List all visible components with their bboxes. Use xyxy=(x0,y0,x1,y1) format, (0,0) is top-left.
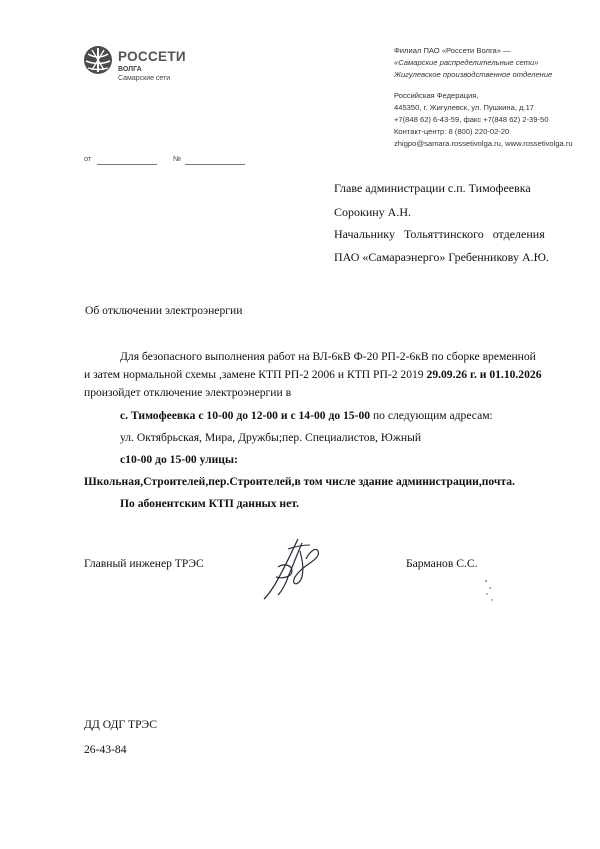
body-line-3: произойдет отключение электроэнергии в xyxy=(84,386,292,399)
ktp-note: По абонентским КТП данных нет. xyxy=(120,497,299,510)
company-contact-center: Контакт-центр: 8 (800) 220-02-20 xyxy=(394,127,510,136)
handwritten-signature xyxy=(258,533,338,603)
village-schedule: с. Тимофеевка с 10-00 до 12-00 и с 14-00 до 15-00 xyxy=(120,409,371,422)
second-time-range: с10-00 до 15-00 улицы: xyxy=(120,453,238,466)
recipient-line-2: Сорокину А.Н. xyxy=(334,205,412,219)
body-line-2-text: и затем нормальной схемы ,замене КТП РП-2 2006 и КТП РП-2 2019 xyxy=(84,368,427,381)
rosseti-emblem-icon xyxy=(82,44,114,76)
village-rest: по следующим адресам: xyxy=(370,409,493,422)
company-email-web: zhigpo@samara.rossetivolga.ru, www.rossetivolga.ru xyxy=(394,139,573,148)
body-line-1: Для безопасного выполнения работ на ВЛ-6кВ Ф-20 РП-2-6кВ по сборке временной xyxy=(120,350,536,363)
company-line-2: «Самарские распределительные сети» xyxy=(394,58,539,67)
body-line-4 xyxy=(120,409,493,422)
company-line-1: Филиал ПАО «Россети Волга» — xyxy=(394,46,511,55)
date-label: от xyxy=(84,154,92,163)
company-phone: +7(848 62) 6-43-59, факс +7(848 62) 2-39-50 xyxy=(394,115,549,124)
logo-region: ВОЛГА xyxy=(118,66,142,73)
letter-subject: Об отключении электроэнергии xyxy=(85,304,243,317)
company-country: Российская Федерация, xyxy=(394,91,479,100)
company-address: 445350, г. Жигулевск, ул. Пушкина, д.17 xyxy=(394,103,535,112)
streets-list-2: Школьная,Строителей,пер.Строителей,в том числе здание администрации,почта. xyxy=(84,475,515,488)
number-blank-line xyxy=(185,164,245,165)
scan-specks xyxy=(482,578,502,608)
recipient-line-1: Главе администрации с.п. Тимофеевка xyxy=(334,181,531,195)
logo-subtitle: Самарские сети xyxy=(118,75,171,82)
streets-list: ул. Октябрьская, Мира, Дружбы;пер. Специалистов, Южный xyxy=(120,431,422,444)
executor-phone: 26-43-84 xyxy=(84,743,127,756)
outage-dates: 29.09.26 г. и 01.10.2026 xyxy=(426,368,542,381)
recipient-line-3: Начальнику Тольяттинского отделения xyxy=(334,227,545,241)
executor-department: ДД ОДГ ТРЭС xyxy=(84,718,157,731)
signatory-name: Барманов С.С. xyxy=(406,557,478,570)
date-blank-line xyxy=(97,164,157,165)
signatory-title: Главный инженер ТРЭС xyxy=(84,557,204,570)
body-line-2 xyxy=(84,368,542,381)
company-requisites xyxy=(394,45,594,150)
recipient-line-4: ПАО «Самараэнерго» Гребенникову А.Ю. xyxy=(334,250,549,264)
number-label: № xyxy=(173,154,182,163)
logo-name: РОССЕТИ xyxy=(118,49,186,64)
company-line-3: Жигулевское производственное отделение xyxy=(394,70,553,79)
